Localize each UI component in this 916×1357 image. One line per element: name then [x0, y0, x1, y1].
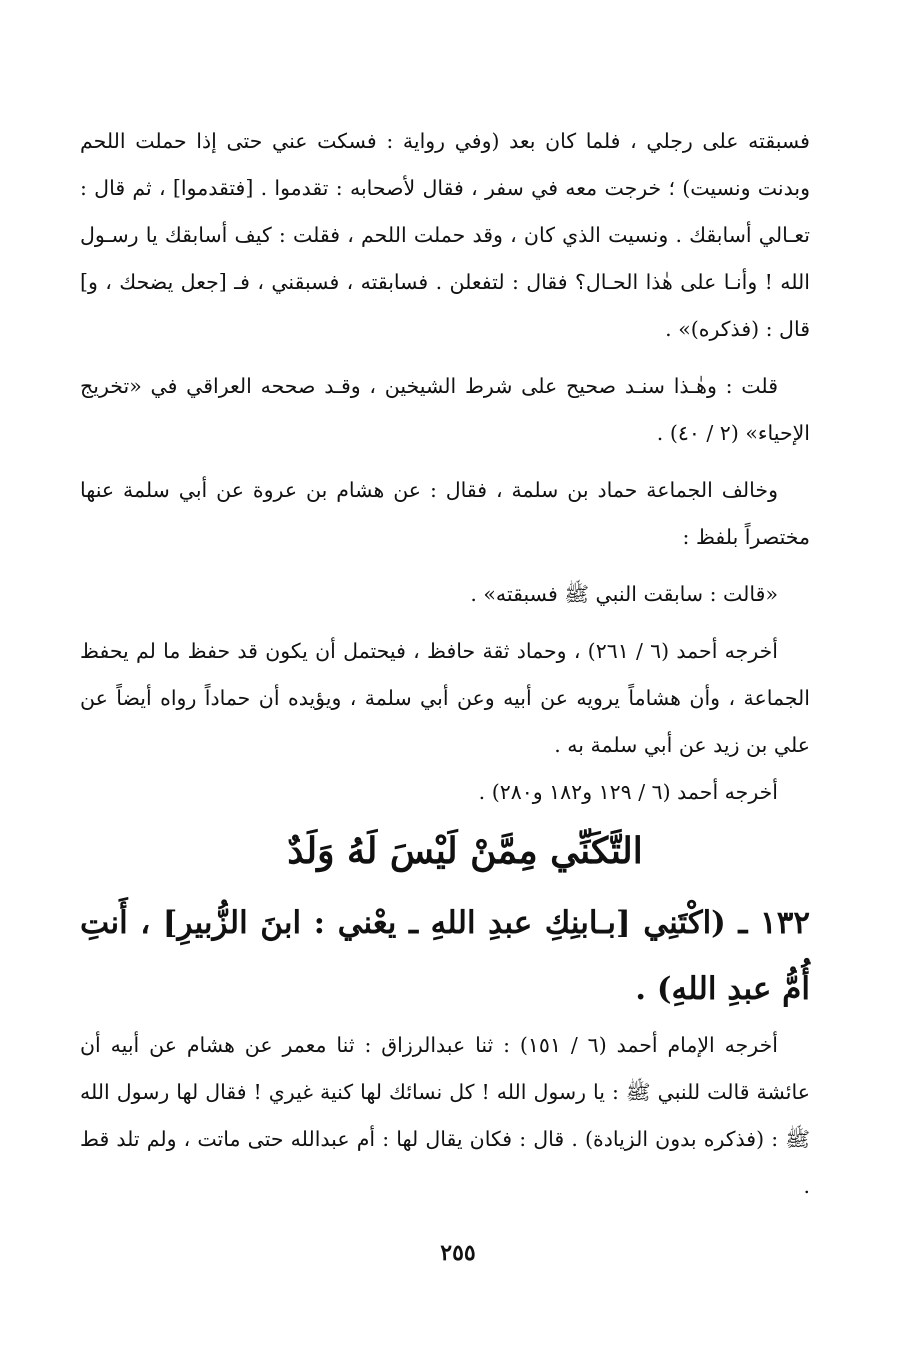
- page-number: ٢٥٥: [440, 1240, 476, 1266]
- paragraph-takhrij-ahmad-2: أخرجه أحمد (٦ / ١٢٩ و١٨٢ و٢٨٠) .: [478, 780, 778, 804]
- paragraph-takhrij-ahmad: أخرجه أحمد (٦ / ٢٦١) ، وحماد ثقة حافظ ، فيحتمل أن يكون قد حفظ ما لم يحفظ الجماعة ، وأن هشاماً يرويه عن أبيه وعن أبي سلمة ، ويؤيده أن حماداً رواه أيضاً عن علي بن زيد عن أبي سلمة به .: [80, 639, 810, 757]
- hadith-heading: ١٣٢ ـ (اكْتَنِي [بـابنِكِ عبدِ اللهِ ـ يعْني : ابنَ الزُّبيرِ] ، أَنتِ أُمُّ عبدِ اللهِ) .: [80, 905, 810, 1007]
- paragraph-short-wording: «قالت : سابقت النبي ﷺ فسبقته» .: [470, 582, 778, 606]
- paragraph-race-narration: فسبقته على رجلي ، فلما كان بعد (وفي رواية : فسكت عني حتى إذا حملت اللحم وبدنت ونسيت) ؛ خرجت معه في سفر ، فقال لأصحابه : تقدموا . [فتقدموا] ، ثم قال : تعـالي أسابقك . ونسيت الذي كان ، وقد حملت اللحم ، فقلت : كيف أسابقك يا رسـول الله ! وأنـا على هٰذا الحـال؟ فقال : لتفعلن . فسابقته ، فسبقني ، فـ [جعل يضحك ، و] قال : (فذكره)» .: [80, 129, 810, 341]
- paragraph-hammad-variant: وخالف الجماعة حماد بن سلمة ، فقال : عن هشام بن عروة عن أبي سلمة عنها مختصراً بلفظ :: [80, 478, 810, 549]
- paragraph-author-comment: قلت : وهٰـذا سنـد صحيح على شرط الشيخين ، وقـد صححه العراقي في «تخريج الإحياء» (٢ / ٤٠) .: [80, 374, 810, 445]
- chapter-title: التَّكَنِّي مِمَّنْ لَيْسَ لَهُ وَلَدٌ: [287, 830, 643, 872]
- paragraph-hadith-takhrij: أخرجه الإمام أحمد (٦ / ١٥١) : ثنا عبدالرزاق : ثنا معمر عن هشام عن أبيه أن عائشة قالت للنبي ﷺ : يا رسول الله ! كل نسائك لها كنية غيري ! فقال لها رسول الله ﷺ : (فذكره بدون الزيادة) . قال : فكان يقال لها : أم عبدالله حتى ماتت ، ولم تلد قط .: [80, 1033, 810, 1198]
